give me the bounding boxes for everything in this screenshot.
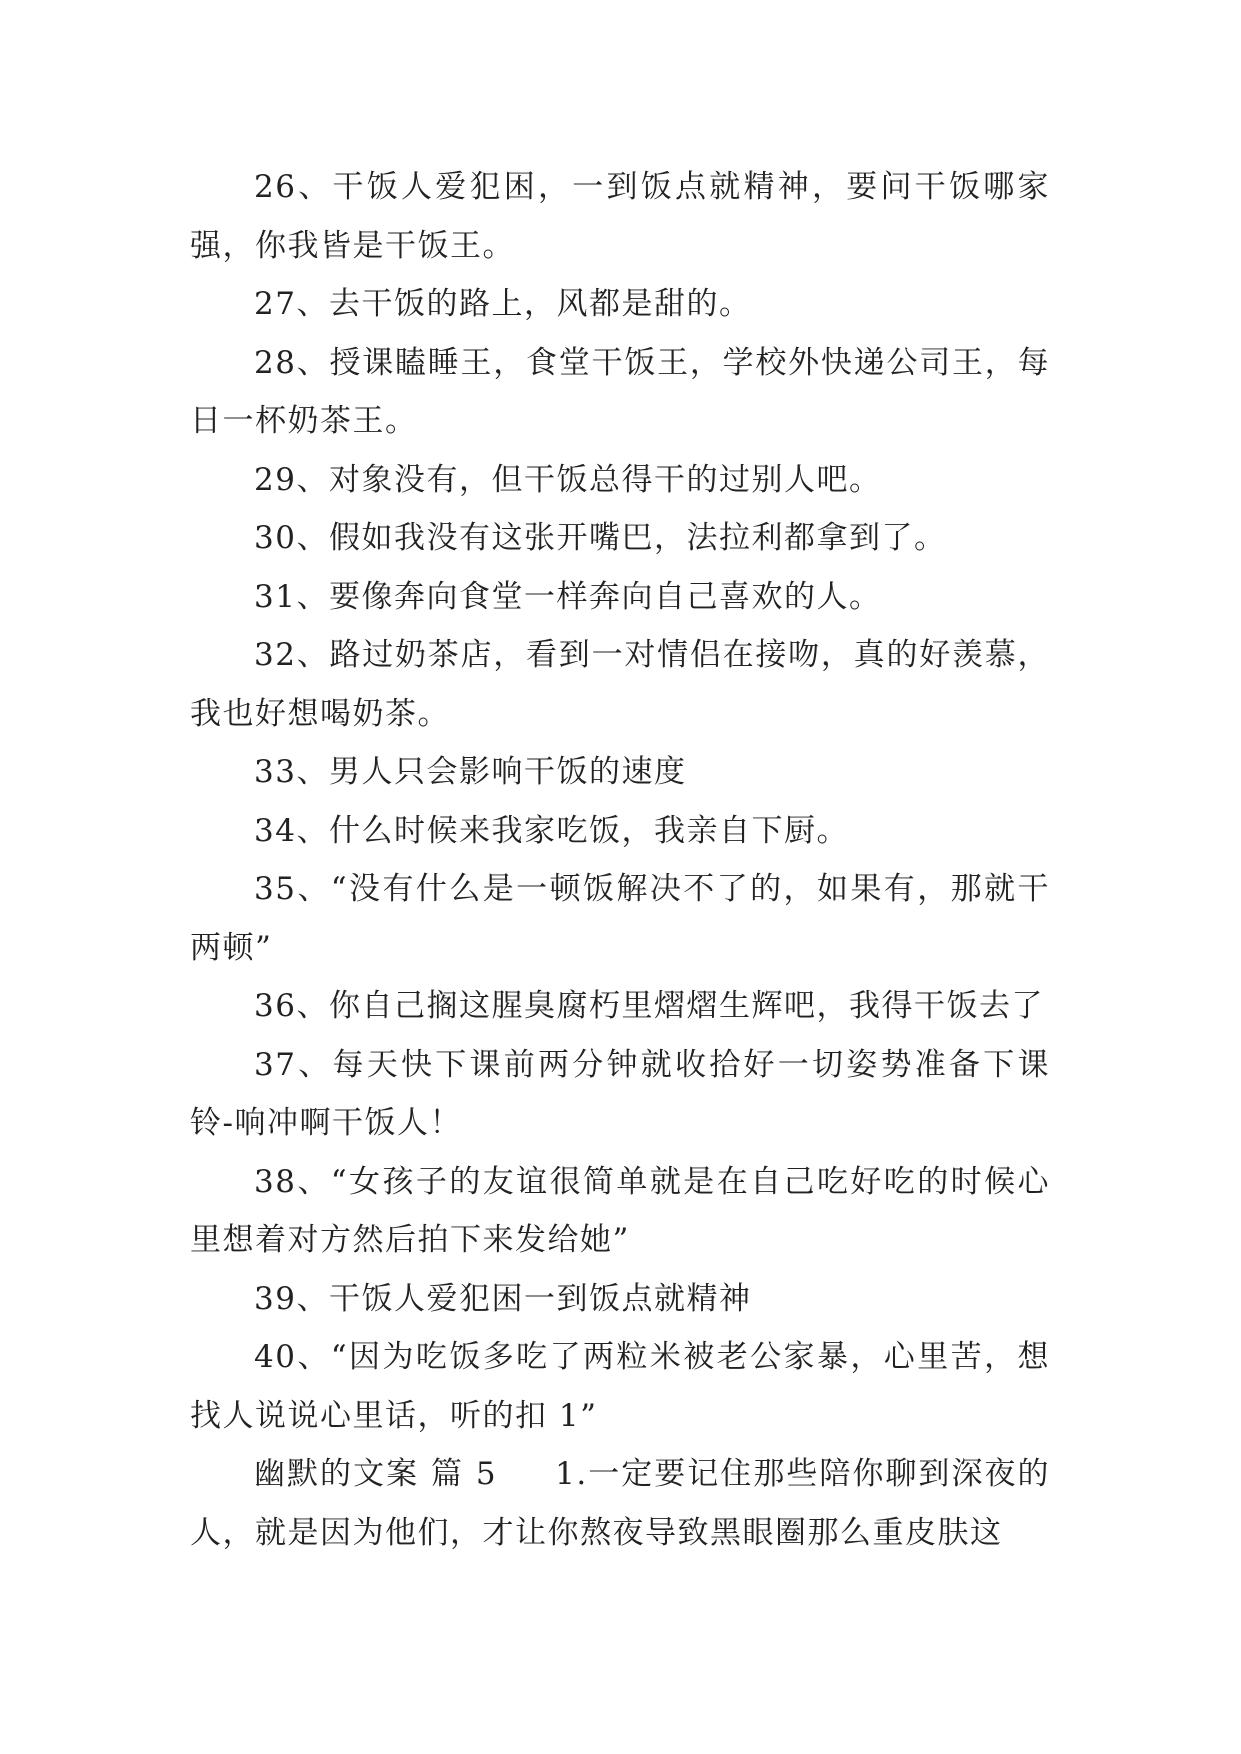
paragraph-29: 29、对象没有，但干饭总得干的过别人吧。 — [254, 461, 882, 498]
paragraph-35: 35、“没有什么是一顿饭解决不了的，如果有，那就干两顿” — [190, 871, 1050, 966]
section-paragraph — [190, 1445, 1050, 1562]
paragraph-38: 38、“女孩子的友谊很简单就是在自己吃好吃的时候心里想着对方然后拍下来发给她” — [190, 1163, 1050, 1258]
paragraph-40: 40、“因为吃饭多吃了两粒米被老公家暴，心里苦，想找人说说心里话，听的扣 1” — [190, 1339, 1050, 1434]
paragraph-28: 28、授课瞌睡王，食堂干饭王，学校外快递公司王，每日一杯奶茶王。 — [190, 344, 1050, 439]
paragraph-39: 39、干饭人爱犯困一到饭点就精神 — [254, 1280, 752, 1317]
section-heading: 幽默的文案 篇 5 — [254, 1456, 498, 1492]
paragraph-26: 26、干饭人爱犯困，一到饭点就精神，要问干饭哪家强，你我皆是干饭王。 — [190, 169, 1050, 264]
document-body — [190, 158, 1050, 1562]
paragraph-37: 37、每天快下课前两分钟就收拾好一切姿势准备下课铃-响冲啊干饭人！ — [190, 1046, 1050, 1141]
paragraph-36: 36、你自己搁这腥臭腐朽里熠熠生辉吧，我得干饭去了 — [254, 988, 1044, 1024]
paragraph-31: 31、要像奔向食堂一样奔向自己喜欢的人。 — [254, 578, 882, 615]
paragraph-34: 34、什么时候来我家吃饭，我亲自下厨。 — [254, 812, 849, 849]
section-first-item: 1.一定要记住那些陪你聊到深夜的人，就是因为他们，才让你熬夜导致黑眼圈那么重皮肤这 — [190, 1456, 1050, 1551]
paragraph-27: 27、去干饭的路上，风都是甜的。 — [254, 286, 752, 322]
paragraph-32: 32、路过奶茶店，看到一对情侣在接吻，真的好羡慕，我也好想喝奶茶。 — [190, 637, 1050, 732]
paragraph-30: 30、假如我没有这张开嘴巴，法拉利都拿到了。 — [254, 520, 947, 556]
paragraph-33: 33、男人只会影响干饭的速度 — [254, 754, 687, 790]
